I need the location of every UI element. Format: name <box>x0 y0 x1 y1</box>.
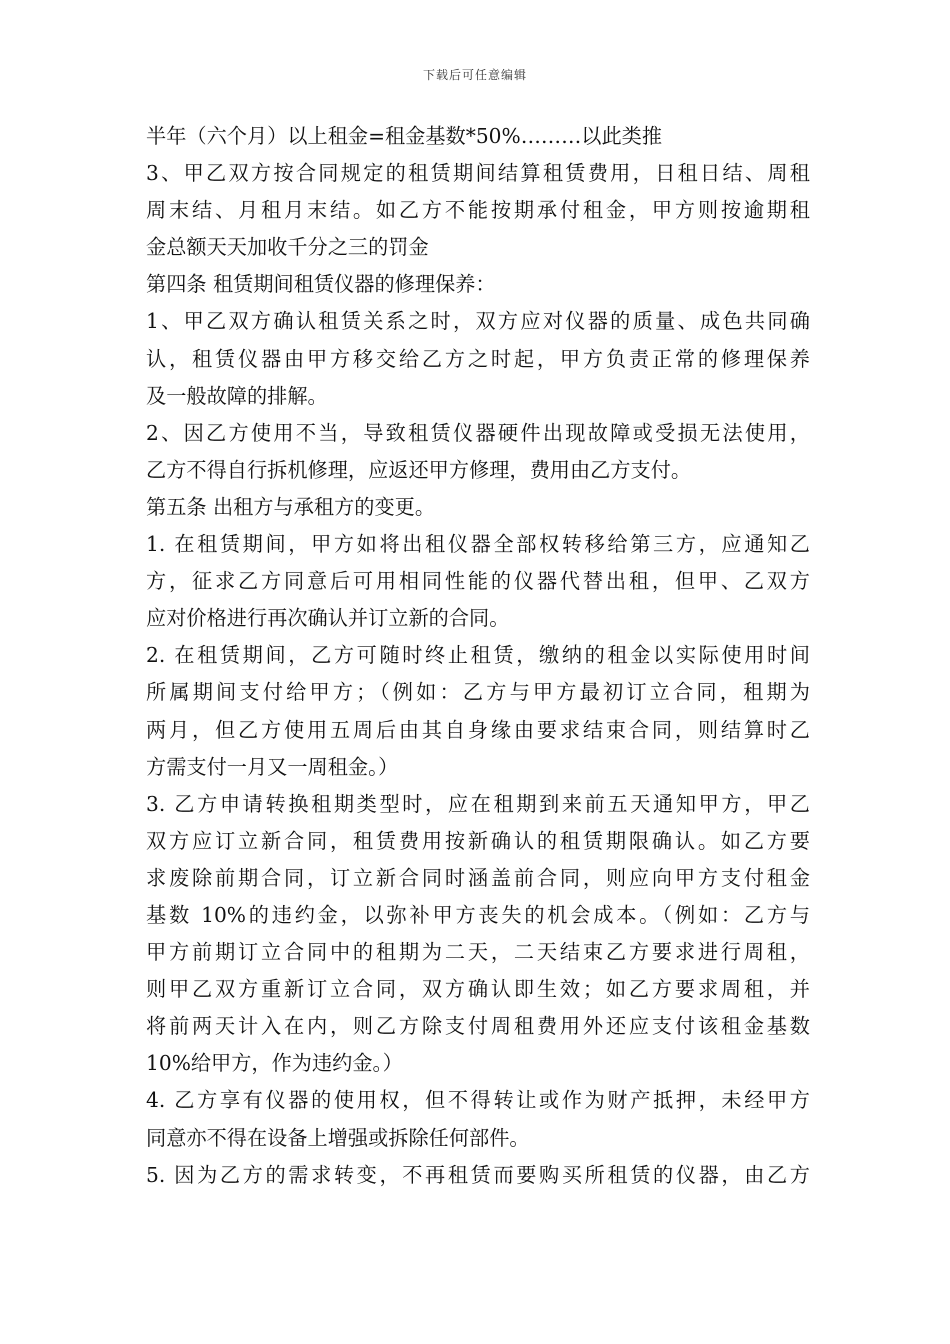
text-line: 方，征求乙方同意后可用相同性能的仪器代替出租，但甲、乙双方 <box>146 569 810 594</box>
text-line: 所属期间支付给甲方；（例如：乙方与甲方最初订立合同，租期为 <box>146 680 810 705</box>
text-line: 5. 因为乙方的需求转变，不再租赁而要购买所租赁的仪器，由乙方 <box>146 1162 810 1187</box>
text-line: 同意亦不得在设备上增强或拆除任何部件。 <box>146 1125 530 1150</box>
text-line: 1. 在租赁期间，甲方如将出租仪器全部权转移给第三方，应通知乙 <box>146 532 810 557</box>
text-line: 双方应订立新合同，租赁费用按新确认的租赁期限确认。如乙方要 <box>146 828 810 853</box>
text-line: 则甲乙双方重新订立合同，双方确认即生效；如乙方要求周租，并 <box>146 977 810 1002</box>
text-line: 1、甲乙双方确认租赁关系之时，双方应对仪器的质量、成色共同确 <box>146 309 810 334</box>
text-line: 求废除前期合同，订立新合同时涵盖前合同，则应向甲方支付租金 <box>146 865 810 890</box>
text-line: 应对价格进行再次确认并订立新的合同。 <box>146 606 510 631</box>
text-line: 2、因乙方使用不当，导致租赁仪器硬件出现故障或受损无法使用， <box>146 420 810 445</box>
text-line: 10%给甲方，作为违约金。） <box>146 1051 403 1076</box>
text-line: 方需支付一月又一周租金。） <box>146 754 399 779</box>
text-line: 两月，但乙方使用五周后由其自身缘由要求结束合同，则结算时乙 <box>146 717 810 742</box>
document-body <box>146 118 810 1194</box>
text-line: 3、甲乙双方按合同规定的租赁期间结算租赁费用，日租日结、周租 <box>146 161 810 186</box>
text-line: 第四条 租赁期间租赁仪器的修理保养： <box>146 272 496 297</box>
text-line: 乙方不得自行拆机修理，应返还甲方修理，费用由乙方支付。 <box>146 457 692 482</box>
text-line: 甲方前期订立合同中的租期为二天，二天结束乙方要求进行周租， <box>146 940 810 965</box>
text-line: 基数 10%的违约金，以弥补甲方丧失的机会成本。（例如：乙方与 <box>146 902 810 927</box>
text-line: 金总额天天加收千分之三的罚金 <box>146 235 429 260</box>
text-line: 半年（六个月）以上租金=租金基数*50%………以此类推 <box>146 124 663 148</box>
text-line: 认，租赁仪器由甲方移交给乙方之时起，甲方负责正常的修理保养 <box>146 346 810 371</box>
text-line: 3. 乙方申请转换租期类型时，应在租期到来前五天通知甲方，甲乙 <box>146 791 810 816</box>
text-line: 周末结、月租月末结。如乙方不能按期承付租金，甲方则按逾期租 <box>146 198 810 223</box>
text-line: 及一般故障的排解。 <box>146 383 328 408</box>
page-header: 下载后可任意编辑 <box>422 68 527 82</box>
text-line: 将前两天计入在内，则乙方除支付周租费用外还应支付该租金基数 <box>146 1014 810 1039</box>
text-line: 第五条 出租方与承租方的变更。 <box>146 494 436 519</box>
text-line: 4. 乙方享有仪器的使用权，但不得转让或作为财产抵押，未经甲方 <box>146 1088 810 1113</box>
text-line: 2. 在租赁期间，乙方可随时终止租赁，缴纳的租金以实际使用时间 <box>146 643 810 668</box>
